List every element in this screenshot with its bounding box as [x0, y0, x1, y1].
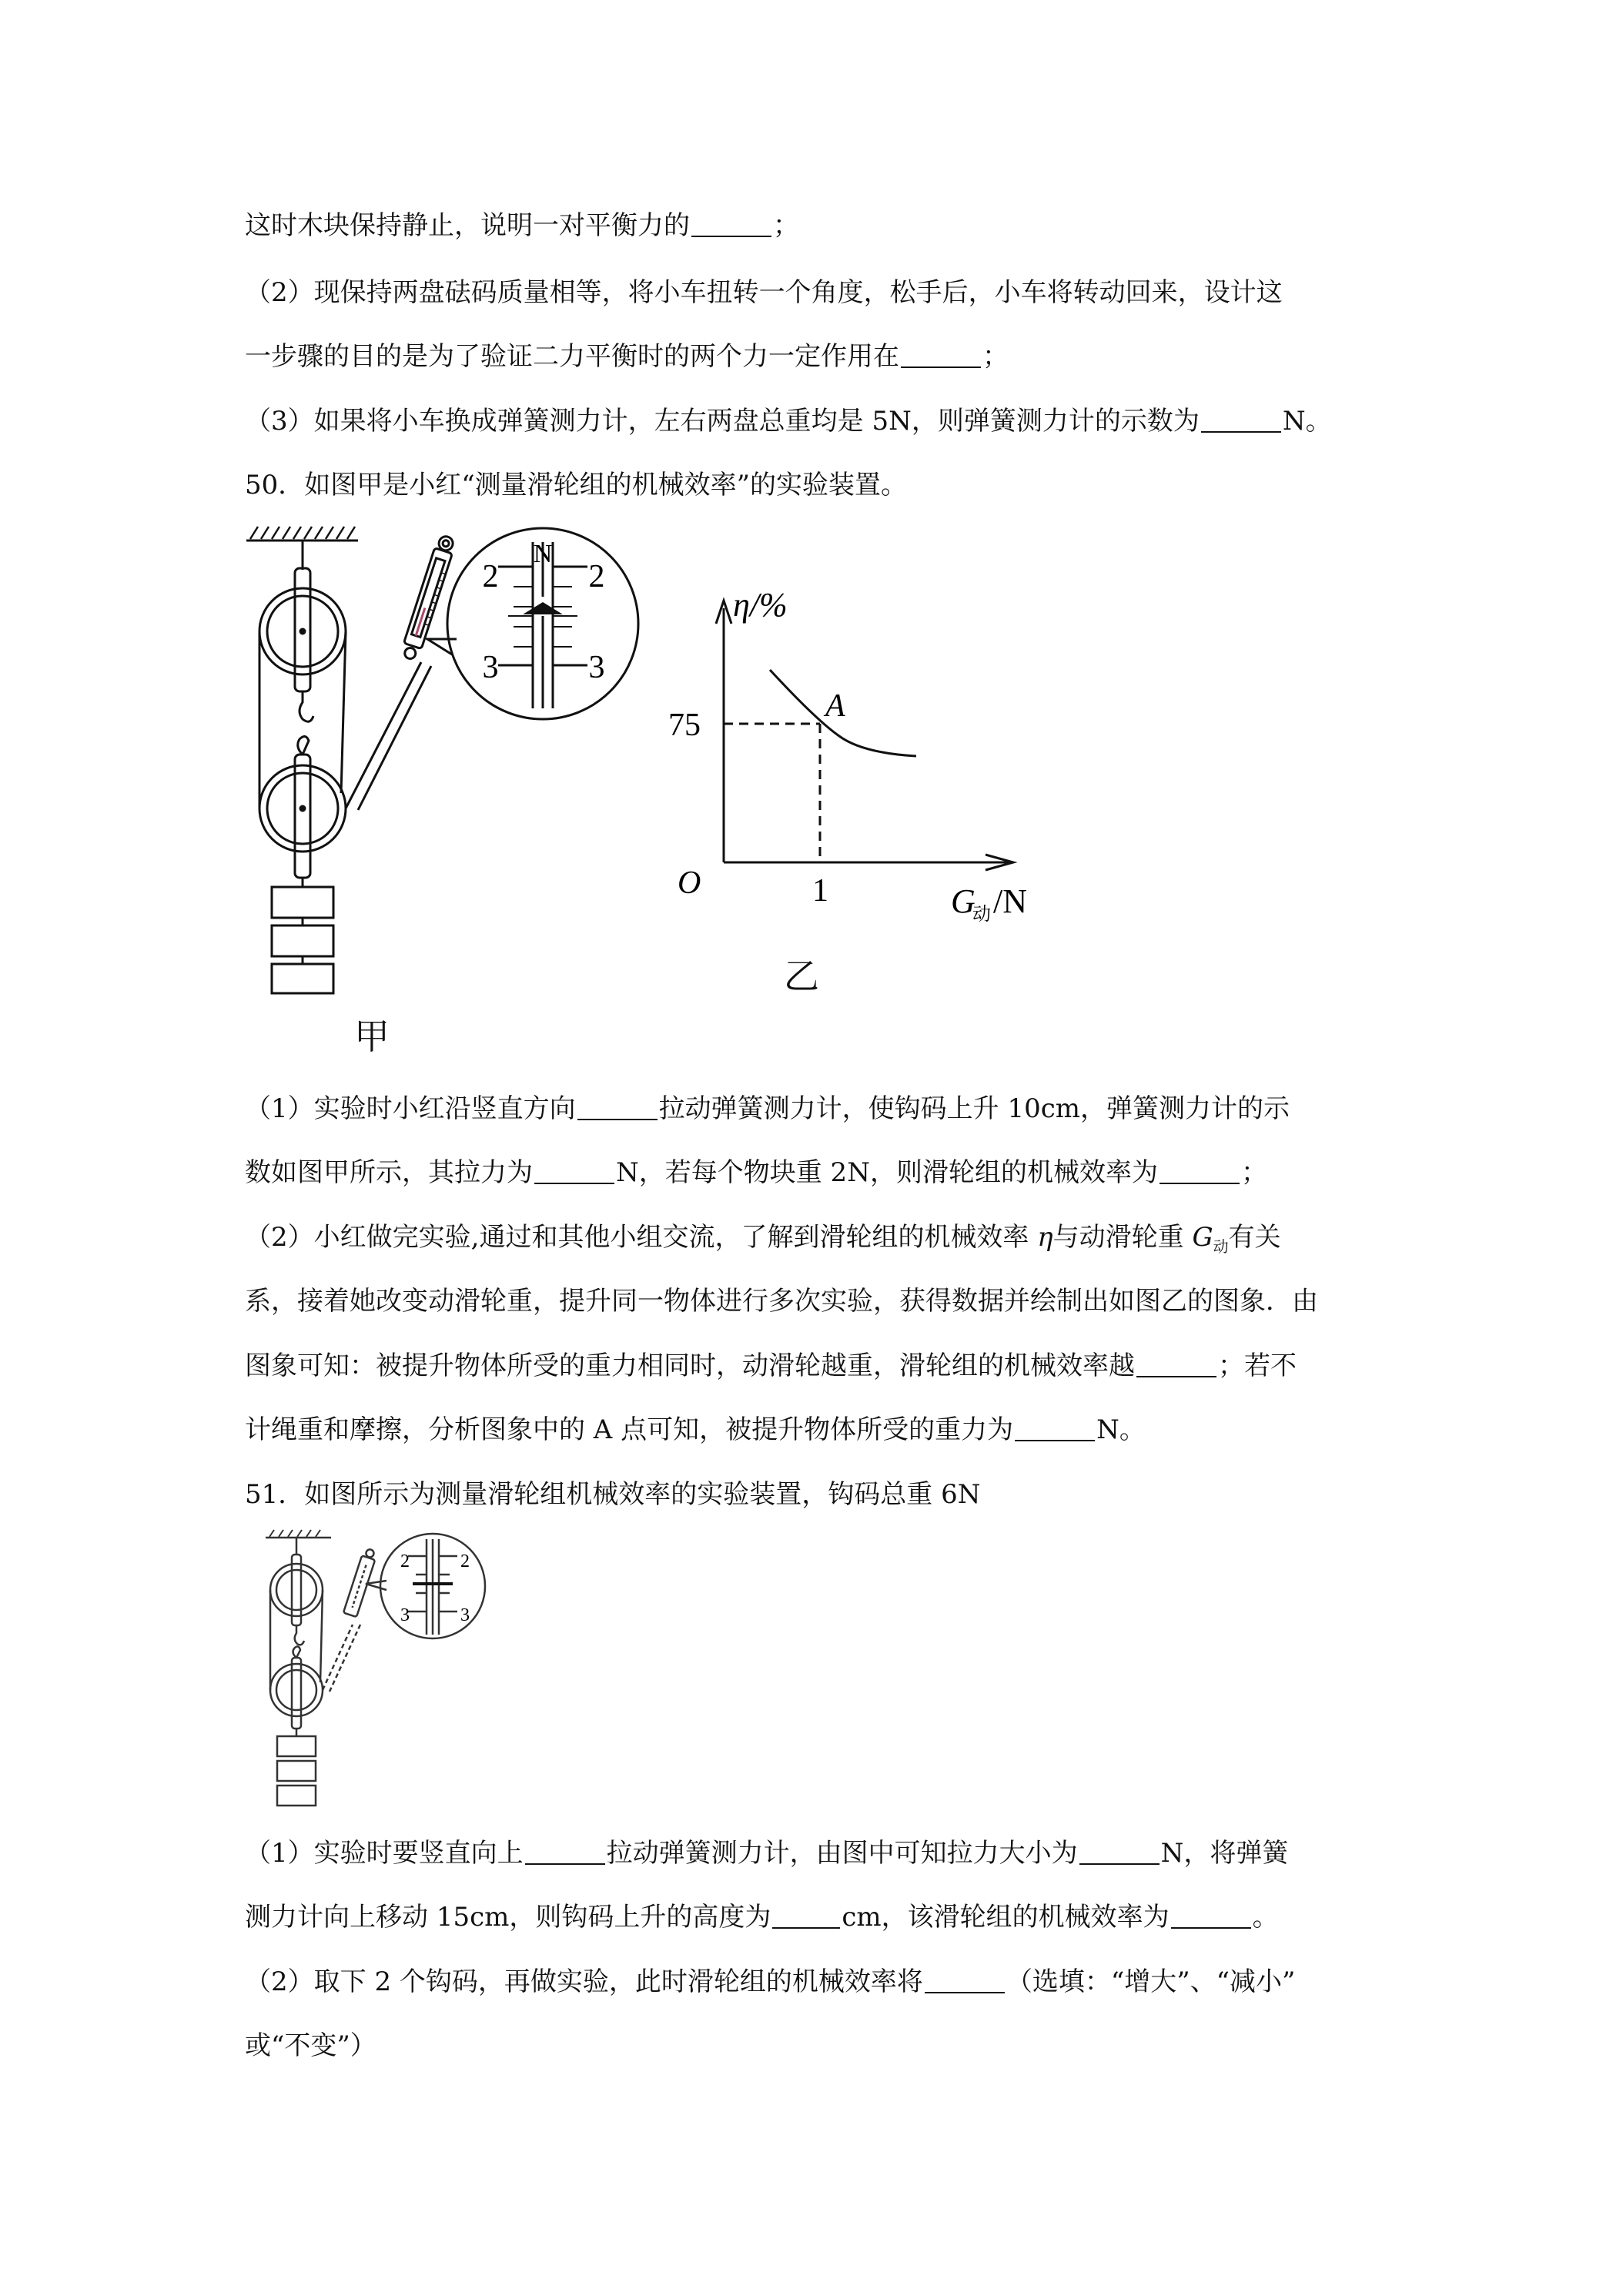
gauge-tick-label: 2 — [588, 559, 605, 594]
answer-blank[interactable] — [901, 339, 981, 368]
answer-blank[interactable] — [525, 1836, 605, 1865]
answer-blank[interactable] — [1171, 1899, 1251, 1929]
x-tick-1: 1 — [812, 873, 828, 909]
y-axis-label: η/% — [733, 586, 788, 624]
eta-vs-g-graph — [662, 585, 1062, 939]
y-tick-75: 75 — [668, 708, 701, 743]
text-line-11: 计绳重和摩擦，分析图象中的 A 点可知，被提升物体所受的重力为 N。 — [245, 1411, 1146, 1449]
answer-blank[interactable] — [925, 1964, 1005, 1993]
text-line-1: 这时木块保持静止，说明一对平衡力的 ； — [245, 206, 799, 245]
text-line-4: （3）如果将小车换成弹簧测力计，左右两盘总重均是 5N，则弹簧测力计的示数为 N。 — [245, 402, 1332, 440]
small-gauge-tick: 3 — [400, 1605, 410, 1625]
x-axis-label-g: G — [951, 882, 975, 920]
figure-yi-efficiency-graph — [662, 585, 1062, 939]
small-pulley-diagram — [262, 1528, 508, 1821]
answer-blank[interactable] — [1201, 403, 1281, 433]
gauge-tick-label: 2 — [482, 559, 499, 594]
text-line-9: 系，接着她改变动滑轮重，提升同一物体进行多次实验，获得数据并绘制出如图乙的图象．由 — [245, 1286, 1318, 1317]
question-51-title: 51．如图所示为测量滑轮组机械效率的实验装置，钩码总重 6N — [245, 1479, 981, 1510]
text-line-8: （2）小红做完实验,通过和其他小组交流，了解到滑轮组的机械效率 η与动滑轮重 $G_动$有关 — [245, 1222, 1281, 1256]
point-a-label: A — [825, 688, 845, 724]
text-line-14: 测力计向上移动 15cm，则钩码上升的高度为 cm，该滑轮组的机械效率为 。 — [245, 1898, 1279, 1936]
pulley-diagram — [243, 524, 674, 1001]
question-50-title: 50．如图甲是小红“测量滑轮组的机械效率”的实验装置。 — [245, 470, 908, 500]
text-line-2: （2）现保持两盘砝码质量相等，将小车扭转一个角度，松手后，小车将转动回来，设计这 — [245, 277, 1283, 308]
text-line-15: （2）取下 2 个钩码，再做实验，此时滑轮组的机械效率将 （选填：“增大”、“减小” — [245, 1963, 1295, 2001]
figure-jia-caption: 甲 — [354, 1016, 390, 1057]
answer-blank[interactable] — [1015, 1412, 1095, 1441]
answer-blank[interactable] — [1160, 1155, 1240, 1184]
gauge-tick-label: 3 — [482, 650, 499, 685]
figure-yi-caption: 乙 — [784, 956, 819, 997]
text-line-6: （1）实验时小红沿竖直方向 拉动弹簧测力计，使钩码上升 10cm，弹簧测力计的示 — [245, 1089, 1290, 1128]
answer-blank[interactable] — [534, 1155, 614, 1184]
gauge-tick-label: 3 — [588, 650, 605, 685]
answer-blank[interactable] — [772, 1899, 840, 1929]
x-axis-label-unit: /N — [993, 882, 1027, 920]
answer-blank[interactable] — [691, 208, 771, 237]
answer-blank[interactable] — [577, 1091, 658, 1120]
small-gauge-tick: 2 — [460, 1551, 470, 1571]
text-line-16: 或“不变”） — [245, 2030, 376, 2061]
small-gauge-tick: 2 — [400, 1551, 410, 1571]
text-line-3: 一步骤的目的是为了验证二力平衡时的两个力一定作用在 ； — [245, 337, 1009, 376]
small-gauge-tick: 3 — [460, 1605, 470, 1625]
text-line-7: 数如图甲所示，其拉力为 N，若每个物块重 2N，则滑轮组的机械效率为 ； — [245, 1153, 1267, 1192]
origin-label: O — [678, 865, 701, 901]
x-axis-label-sub: 动 — [972, 905, 991, 925]
answer-blank[interactable] — [1136, 1348, 1216, 1377]
answer-blank[interactable] — [1079, 1836, 1160, 1865]
gauge-unit-label: N — [533, 540, 553, 568]
text-line-10: 图象可知：被提升物体所受的重力相同时，动滑轮越重，滑轮组的机械效率越 ；若不 — [245, 1347, 1297, 1385]
figure-jia-pulley-apparatus — [243, 524, 674, 1001]
figure-q51-pulley-apparatus — [262, 1528, 508, 1821]
text-line-13: （1）实验时要竖直向上 拉动弹簧测力计，由图中可知拉力大小为 N，将弹簧 — [245, 1834, 1288, 1873]
